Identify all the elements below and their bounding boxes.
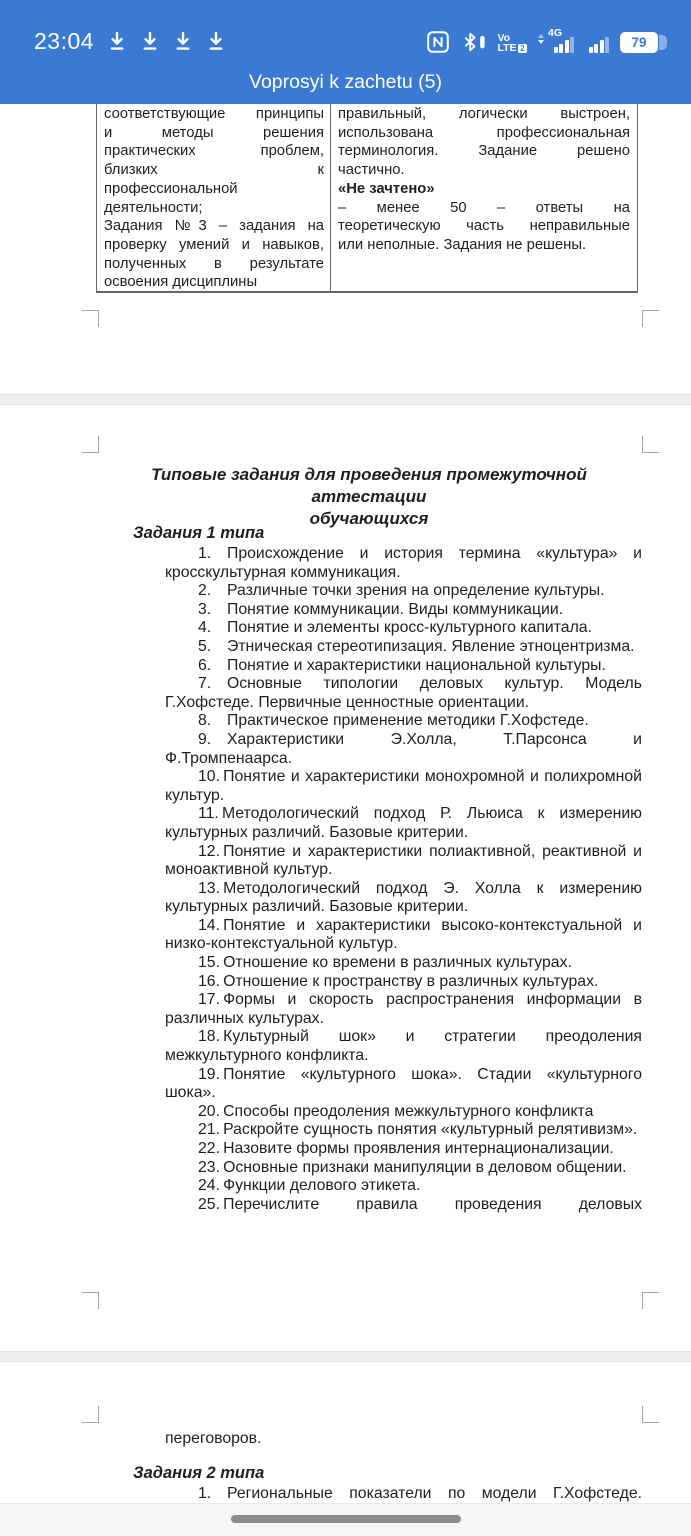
question-item: 17. Формы и скорость распространения информации в различных культурах. <box>165 991 642 1027</box>
page-corner-mark <box>82 1292 99 1309</box>
table-cell-line: близких к <box>104 162 324 179</box>
volte-icon <box>497 33 527 53</box>
question-item: 25. Перечислите правила проведения деловых <box>198 1195 642 1213</box>
sim-slot-badge: 2 <box>518 44 527 53</box>
heading-line: обучающихся <box>309 509 429 528</box>
status-bar-right <box>427 29 667 53</box>
data-activity-arrows-icon <box>538 34 544 44</box>
table-cell-line: соответствующие принципы <box>104 106 324 122</box>
nfc-icon <box>427 31 449 53</box>
question-item: 1. Происхождение и история термина «культура» и кросскультурная коммуникация. <box>165 545 642 581</box>
page-corner-mark <box>642 310 659 327</box>
app-bar <box>0 60 691 104</box>
table-cell-line: и методы решения <box>104 124 324 141</box>
table-cell-line: проверку умений и навыков, <box>104 236 324 253</box>
signal-4g-icon <box>538 29 574 53</box>
grading-criteria-table <box>96 104 638 293</box>
download-icon <box>206 30 226 53</box>
question-item: 12. Понятие и характеристики полиактивной, реактивной и моноактивной культур. <box>165 842 642 879</box>
bluetooth-icon <box>460 31 486 53</box>
document-heading <box>96 464 642 530</box>
gesture-nav-bar <box>0 1503 691 1536</box>
table-cell-line: теоретическую часть неправильные <box>338 218 630 235</box>
page-corner-mark <box>642 1406 659 1423</box>
volte-label-bottom: LTE <box>497 42 517 54</box>
table-cell-line: практических проблем, <box>104 143 324 160</box>
section-label-type1: Задания 1 типа <box>133 524 265 542</box>
question-item: 22. Назовите формы проявления интернационализации. <box>198 1140 614 1157</box>
table-cell-line: терминология. Задание решено <box>338 143 630 160</box>
question-item: 16. Отношение к пространству в различных культурах. <box>198 972 599 990</box>
question-item: 11. Методологический подход Р. Льюиса к измерению культурных различий. Базовые критерии. <box>165 805 642 841</box>
document-title: Voprosyi k zachetu (5) <box>249 71 442 93</box>
document-viewer[interactable] <box>0 104 691 1503</box>
question-item: 18. Культурный шок» и стратегии преодоления межкультурного конфликта. <box>165 1028 642 1065</box>
status-bar-left <box>34 29 226 53</box>
battery-tip <box>659 35 667 50</box>
question-item: 14. Понятие и характеристики высоко-контекстуальной и низко-контекстуальной культур. <box>165 916 642 953</box>
table-cell-left <box>97 104 331 291</box>
page-separator <box>0 1351 691 1362</box>
volte-label-top: Vo <box>497 32 511 44</box>
table-cell-line: Задания №3 – задания на <box>104 218 324 235</box>
question-item: 15. Отношение ко времени в различных культурах. <box>198 954 572 972</box>
question-item: 24. Функции делового этикета. <box>198 1177 421 1195</box>
page-corner-mark <box>642 436 659 453</box>
question-item: 21. Раскройте сущность понятия «культурный релятивизм». <box>198 1121 638 1139</box>
question-item: 5. Этническая стереотипизация. Явление этноцентризма. <box>198 637 635 655</box>
network-type-label: 4G <box>548 27 563 39</box>
question-item: 20. Способы преодоления межкультурного конфликта <box>198 1102 594 1120</box>
question-item: 4. Понятие и элементы кросс-культурного капитала. <box>198 619 592 637</box>
page-corner-mark <box>82 1406 99 1423</box>
gesture-pill[interactable] <box>231 1515 461 1523</box>
question-item: 7. Основные типологии деловых культур. Модель Г.Хофстеде. Первичные ценностные ориентации. <box>165 675 642 711</box>
table-cell-line: или неполные. Задания не решены. <box>338 236 587 253</box>
page-corner-mark <box>82 436 99 453</box>
download-icon <box>140 30 160 53</box>
status-bar <box>0 0 691 60</box>
question-item: 23. Основные признаки манипуляции в деловом общении. <box>198 1158 627 1176</box>
question-item: 9. Характеристики Э.Холла, Т.Парсонса и Ф.Тромпенаарса. <box>165 730 642 767</box>
question-item: 3. Понятие коммуникации. Виды коммуникации. <box>198 600 564 618</box>
download-icon <box>107 30 127 53</box>
signal-strength-icon <box>585 29 609 53</box>
page-corner-mark <box>642 1292 659 1309</box>
battery-percent: 79 <box>631 35 647 50</box>
table-cell-line: правильный, логически выстроен, <box>338 106 630 122</box>
question-item: 10. Понятие и характеристики монохромной и полихромной культур. <box>165 768 642 804</box>
question-continuation: переговоров. <box>165 1430 262 1447</box>
question-item: 8. Практическое применение методики Г.Хофстеде. <box>198 712 589 730</box>
battery-icon <box>620 32 667 53</box>
download-icon <box>173 30 193 53</box>
table-cell-line: использована профессиональная <box>338 124 630 141</box>
status-time: 23:04 <box>34 28 95 54</box>
table-cell-right <box>331 104 637 291</box>
table-cell-line: профессиональной <box>104 180 238 197</box>
question-item: 1. Региональные показатели по модели Г.Хофстеде. <box>198 1485 642 1502</box>
table-cell-line: частично. <box>338 162 405 179</box>
table-cell-line: освоения дисциплины <box>104 274 258 291</box>
table-cell-line: полученных в результате <box>104 255 324 272</box>
table-cell-line: «Не зачтено» <box>338 180 435 197</box>
question-list-type1 <box>165 545 642 1214</box>
table-cell-line: деятельности; <box>104 199 203 216</box>
signal-bars-icon <box>554 37 574 54</box>
section-label-type2: Задания 2 типа <box>133 1464 265 1482</box>
question-item: 6. Понятие и характеристики национальной культуры. <box>198 656 606 674</box>
table-cell-line: – менее 50 – ответы на <box>338 199 630 216</box>
page-corner-mark <box>82 310 99 327</box>
question-item: 2. Различные точки зрения на определение культуры. <box>198 582 605 600</box>
question-item: 19. Понятие «культурного шока». Стадии «культурного шока». <box>165 1065 642 1102</box>
heading-line: Типовые задания для проведения промежуточной аттестации <box>151 465 587 506</box>
question-item: 13. Методологический подход Э. Холла к измерению культурных различий. Базовые критерии. <box>165 879 642 916</box>
page-separator <box>0 394 691 405</box>
